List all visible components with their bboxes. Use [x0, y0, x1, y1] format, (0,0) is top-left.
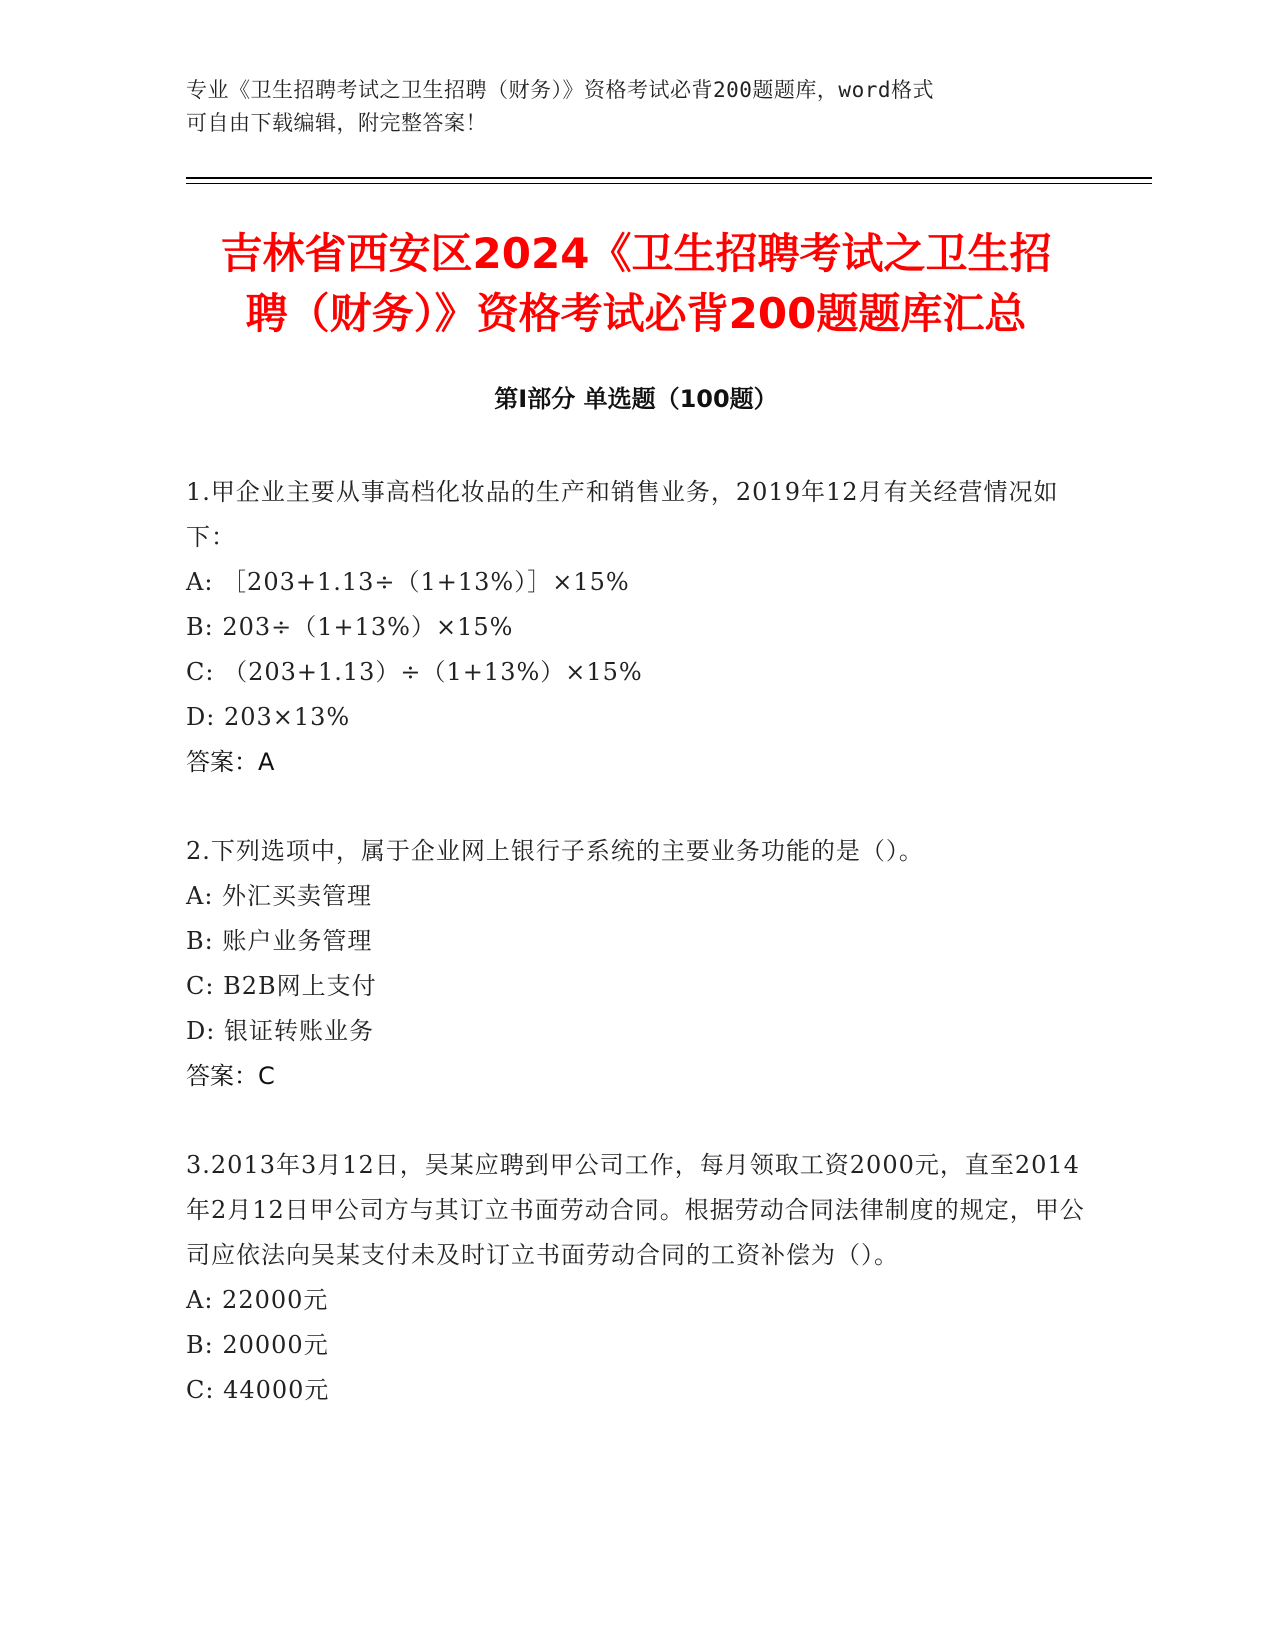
- question-stem: 3.2013年3月12日，吴某应聘到甲公司工作，每月领取工资2000元，直至2014年2月12日甲公司方与其订立书面劳动合同。根据劳动合同法律制度的规定，甲公司应依法向吴某支付未及时订立书面劳动合同的工资补偿为（）。: [186, 1151, 1085, 1269]
- question-stem: 1.甲企业主要从事高档化妆品的生产和销售业务，2019年12月有关经营情况如下：: [186, 478, 1059, 551]
- document-title-line-2: 聘（财务）》资格考试必背200题题库汇总: [245, 289, 1027, 338]
- header-note: [186, 74, 1056, 140]
- option-d: D: 银证转账业务: [186, 1017, 374, 1045]
- option-b: B: 账户业务管理: [186, 927, 373, 955]
- option-a: A: 22000元: [186, 1286, 329, 1314]
- answer-line: 答案：A: [186, 748, 275, 776]
- option-a: A: 外汇买卖管理: [186, 882, 373, 910]
- option-b: B: 203÷（1+13%）×15%: [186, 613, 514, 641]
- option-a: A: ［203+1.13÷（1+13%）］×15%: [186, 568, 630, 596]
- question-2: [186, 829, 1086, 1099]
- header-divider-thick: [186, 177, 1152, 179]
- header-note-line-2: 可自由下载编辑，附完整答案！: [186, 111, 487, 135]
- question-list: [186, 470, 1086, 1457]
- document-title-line-1: 吉林省西安区2024《卫生招聘考试之卫生招: [220, 229, 1052, 278]
- header-note-line-1: 专业《卫生招聘考试之卫生招聘（财务）》资格考试必背200题题库，word格式: [186, 78, 934, 102]
- document-title: [186, 224, 1086, 344]
- question-3: [186, 1143, 1086, 1413]
- option-b: B: 20000元: [186, 1331, 329, 1359]
- question-1: [186, 470, 1086, 785]
- header-divider-thin: [186, 183, 1152, 184]
- question-stem: 2.下列选项中，属于企业网上银行子系统的主要业务功能的是（）。: [186, 837, 924, 865]
- answer-line: 答案：C: [186, 1062, 275, 1090]
- section-heading: 第Ⅰ部分 单选题（100题）: [494, 385, 778, 413]
- option-c: C: 44000元: [186, 1376, 330, 1404]
- option-d: D: 203×13%: [186, 703, 351, 731]
- option-c: C: B2B网上支付: [186, 972, 377, 1000]
- option-c: C: （203+1.13）÷（1+13%）×15%: [186, 658, 643, 686]
